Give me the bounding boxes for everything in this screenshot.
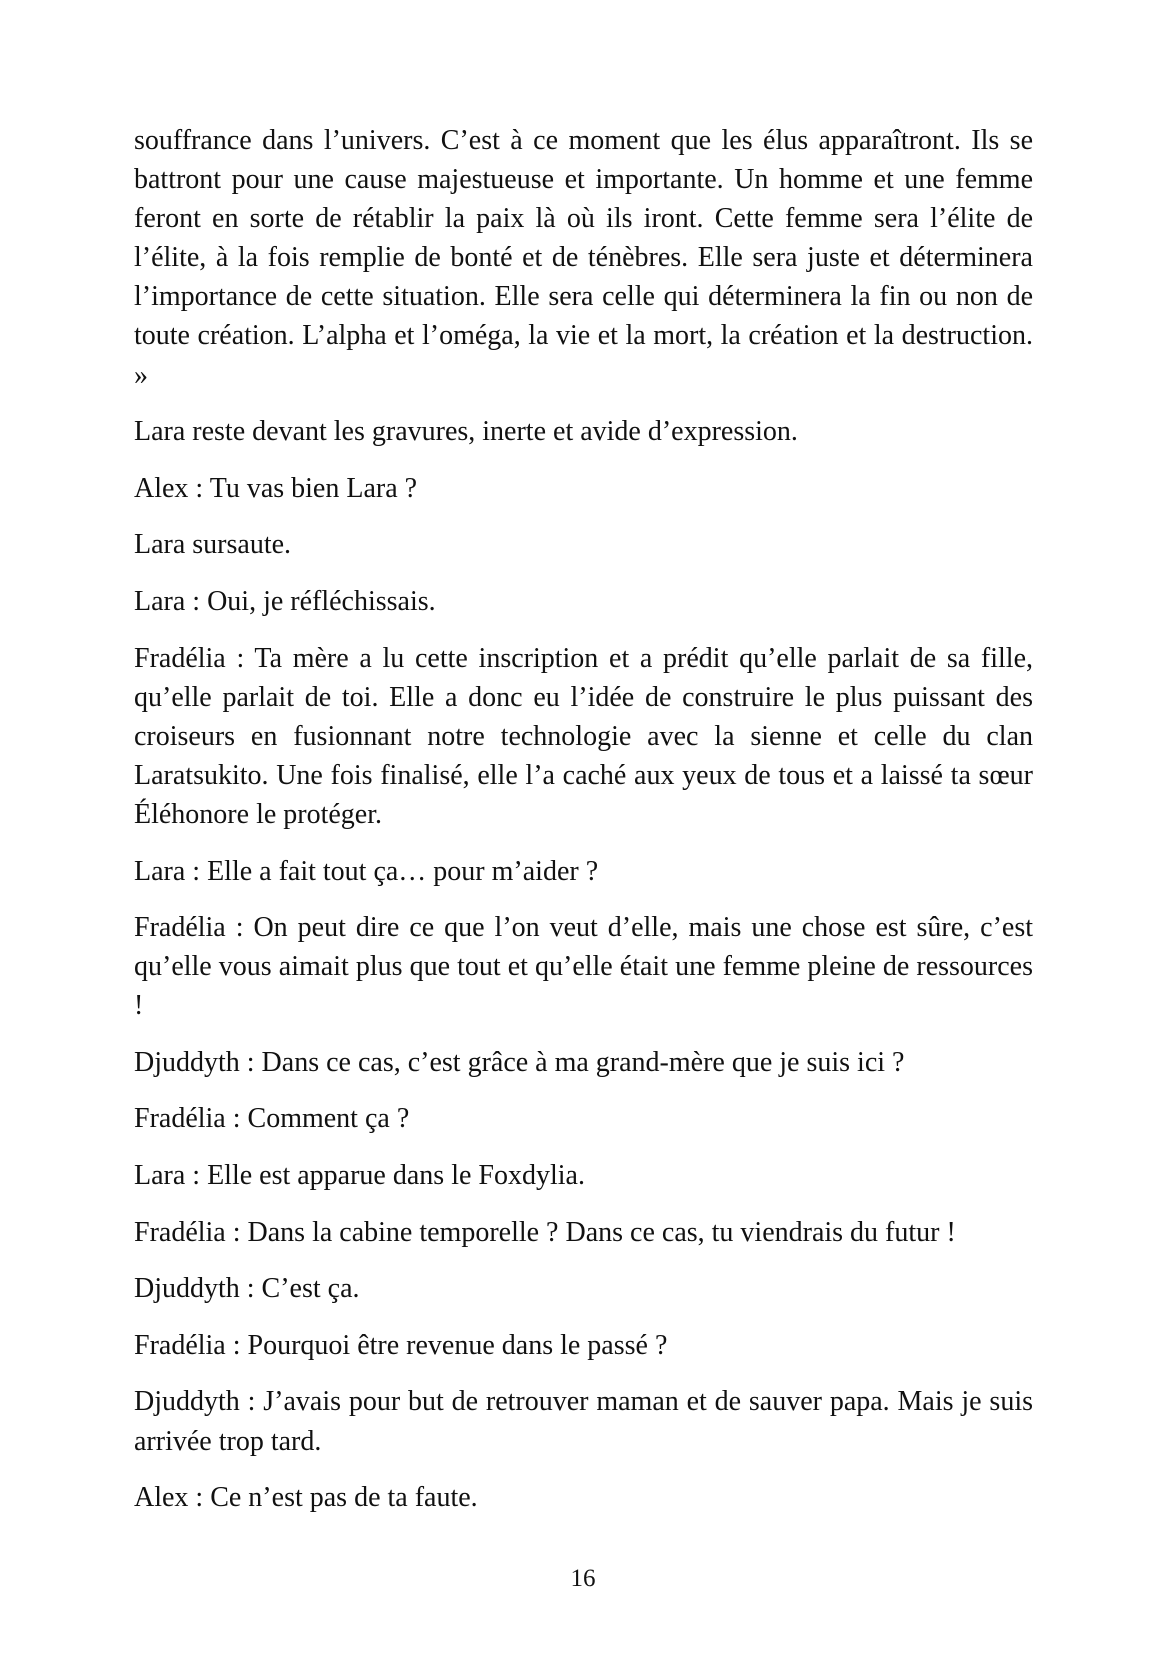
dialogue-alex-2: Alex : Ce n’est pas de ta faute. bbox=[134, 1482, 478, 1514]
page-number: 16 bbox=[570, 1565, 596, 1592]
dialogue-alex-1: Alex : Tu vas bien Lara ? bbox=[134, 472, 418, 504]
paragraph-prophecy-end: souffrance dans l’univers. C’est à ce moment que les élus apparaîtront. Ils se battront pour une cause majestueuse et importante. Un homme et une femme feront en sorte de rétablir la paix là où ils iront. Cette femme sera l’élite de l’élite, à la fois remplie de bonté et de ténèbres. Elle sera juste et déterminera l’importance de cette situation. Elle sera celle qui déterminera la fin ou non de toute création. L’alpha et l’oméga, la vie et la mort, la création et la destruction. » bbox=[134, 125, 1033, 391]
paragraph-lara-startled: Lara sursaute. bbox=[134, 529, 292, 561]
dialogue-fradelia-3: Fradélia : Comment ça ? bbox=[134, 1103, 410, 1135]
dialogue-fradelia-1: Fradélia : Ta mère a lu cette inscription et a prédit qu’elle parlait de sa fille, qu’elle parlait de toi. Elle a donc eu l’idée de construire le plus puissant des croiseurs en fusionnant notre technologie avec la sienne et celle du clan Laratsukito. Une fois finalisé, elle l’a caché aux yeux de tous et a laissé ta sœur Éléhonore le protéger. bbox=[134, 642, 1033, 830]
dialogue-djuddyth-3: Djuddyth : J’avais pour but de retrouver maman et de sauver papa. Mais je suis arrivée trop tard. bbox=[134, 1386, 1033, 1457]
dialogue-fradelia-5: Fradélia : Pourquoi être revenue dans le passé ? bbox=[134, 1329, 668, 1361]
dialogue-fradelia-4: Fradélia : Dans la cabine temporelle ? Dans ce cas, tu viendrais du futur ! bbox=[134, 1216, 956, 1248]
dialogue-lara-1: Lara : Oui, je réfléchissais. bbox=[134, 585, 436, 617]
dialogue-lara-3: Lara : Elle est apparue dans le Foxdylia. bbox=[134, 1160, 585, 1192]
dialogue-fradelia-2: Fradélia : On peut dire ce que l’on veut d’elle, mais une chose est sûre, c’est qu’elle vous aimait plus que tout et qu’elle était une femme pleine de ressources ! bbox=[134, 912, 1033, 1022]
body-text bbox=[134, 121, 1033, 1535]
dialogue-djuddyth-2: Djuddyth : C’est ça. bbox=[134, 1273, 360, 1305]
dialogue-djuddyth-1: Djuddyth : Dans ce cas, c’est grâce à ma grand-mère que je suis ici ? bbox=[134, 1046, 905, 1078]
dialogue-lara-2: Lara : Elle a fait tout ça… pour m’aider ? bbox=[134, 855, 599, 887]
paragraph-lara-engravings: Lara reste devant les gravures, inerte et avide d’expression. bbox=[134, 416, 798, 448]
